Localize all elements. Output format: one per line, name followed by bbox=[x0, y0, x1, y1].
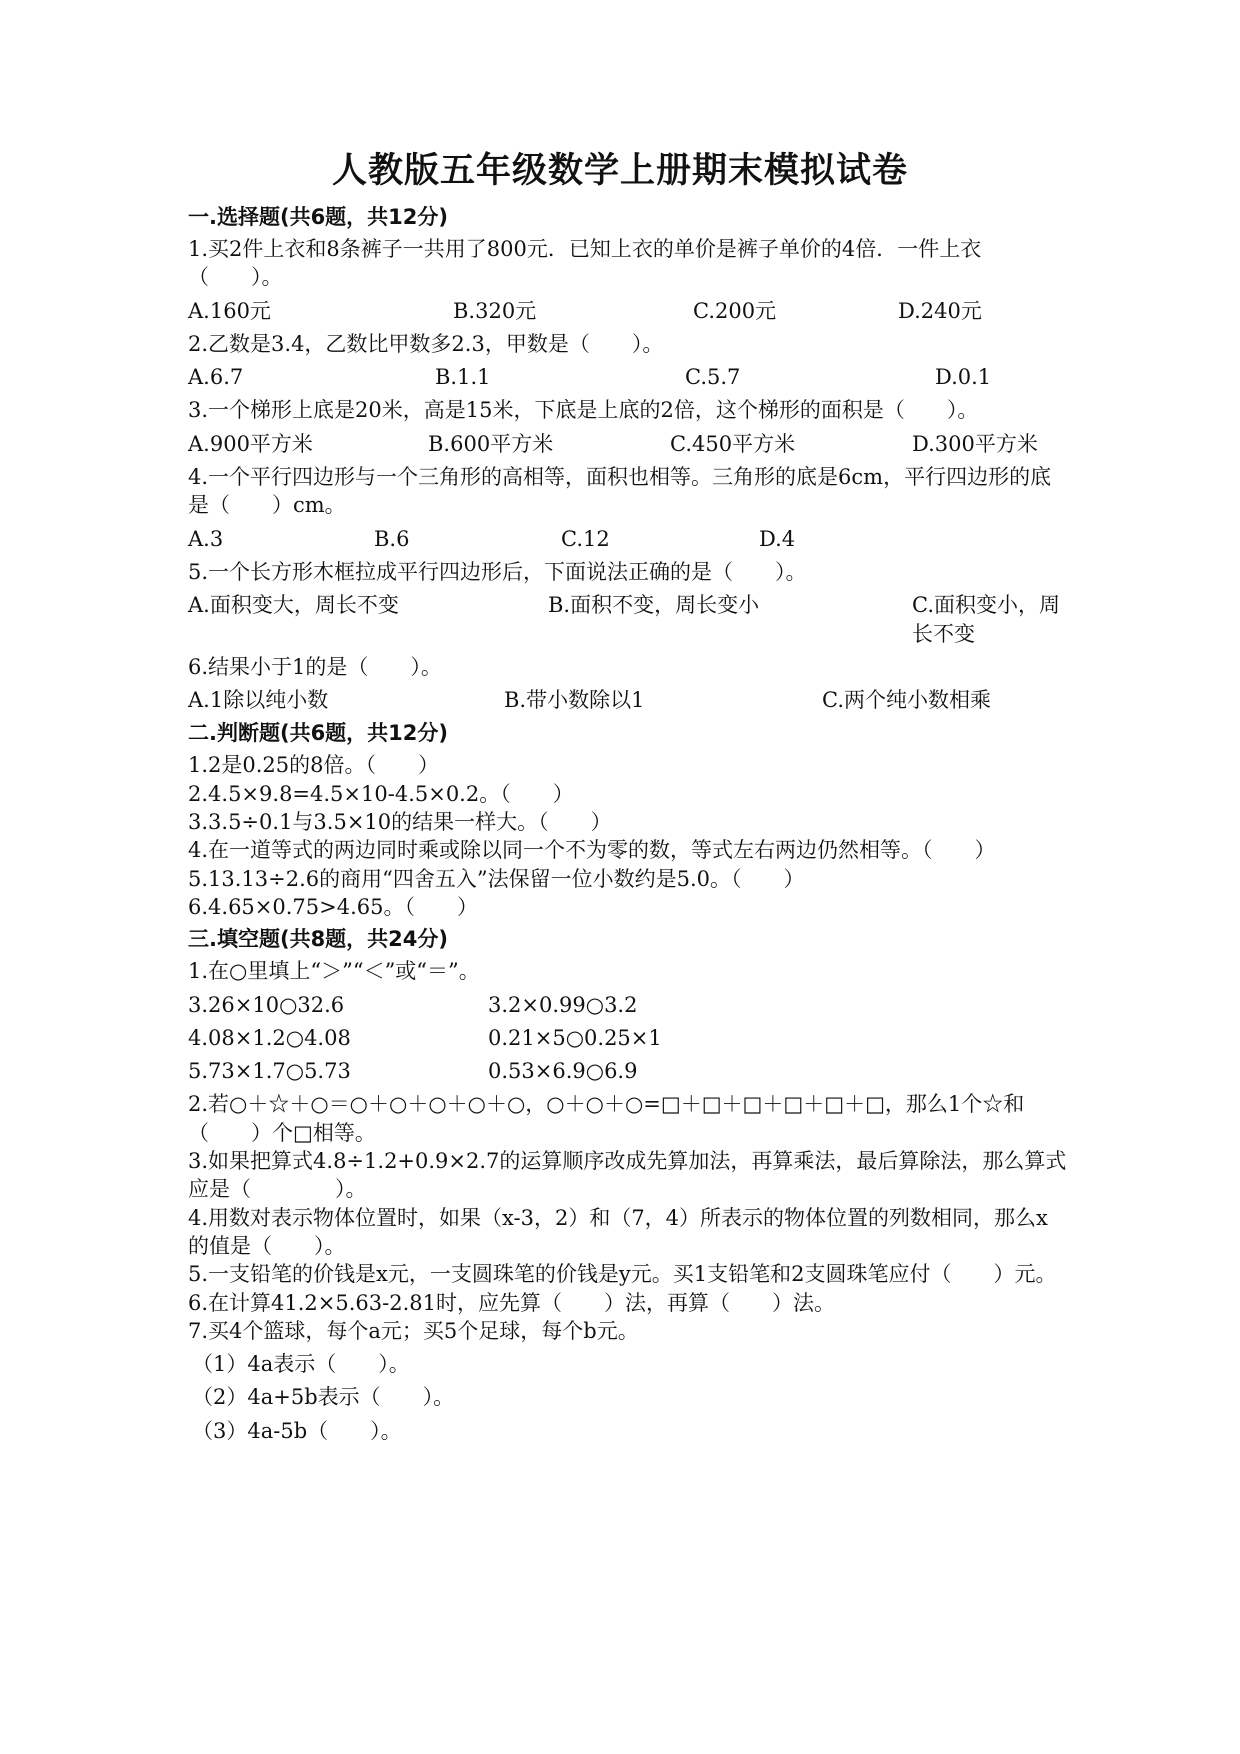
option-a[interactable]: A.3 bbox=[188, 526, 224, 551]
option-b[interactable]: B.带小数除以1 bbox=[504, 688, 645, 713]
option-c[interactable]: C.5.7 bbox=[685, 365, 741, 390]
judgement-item: 6.4.65×0.75>4.65。（ ） bbox=[188, 894, 479, 919]
option-b[interactable]: B.6 bbox=[374, 526, 410, 551]
exam-content bbox=[188, 199, 1068, 1450]
judgement-item: 5.13.13÷2.6的商用“四舍五入”法保留一位小数约是5.0。（ ） bbox=[188, 866, 805, 891]
question-text: 5.一个长方形木框拉成平行四边形后，下面说法正确的是（ ）。 bbox=[188, 559, 807, 584]
question-text: 6.结果小于1的是（ ）。 bbox=[188, 654, 442, 679]
fill-question: 6.在计算41.2×5.63-2.81时，应先算（ ）法，再算（ ）法。 bbox=[188, 1290, 835, 1315]
fill-subquestion: （2）4a+5b表示（ ）。 bbox=[192, 1385, 455, 1410]
question-block bbox=[188, 558, 1068, 648]
options-row bbox=[188, 430, 1068, 458]
compare-expression: 3.26×10○32.6 bbox=[188, 992, 345, 1017]
question-block bbox=[188, 653, 1068, 715]
section-heading-fill-in: 三.填空题(共8题，共24分) bbox=[188, 927, 449, 952]
question-block bbox=[188, 330, 1068, 392]
question-text: 3.一个梯形上底是20米，高是15米，下底是上底的2倍，这个梯形的面积是（ ）。 bbox=[188, 398, 979, 423]
compare-row bbox=[188, 991, 1068, 1019]
page-title: 人教版五年级数学上册期末模拟试卷 bbox=[331, 151, 908, 191]
compare-row bbox=[188, 1024, 1068, 1052]
compare-expression: 0.21×5○0.25×1 bbox=[488, 1025, 662, 1050]
option-d[interactable]: D.4 bbox=[759, 526, 796, 551]
question-block bbox=[188, 235, 1068, 325]
option-c[interactable]: C.面积变小，周长不变 bbox=[912, 593, 1060, 646]
question-text: 1.买2件上衣和8条裤子一共用了800元．已知上衣的单价是裤子单价的4倍．一件上衣（ ）。 bbox=[188, 237, 982, 290]
compare-expression: 5.73×1.7○5.73 bbox=[188, 1059, 351, 1084]
option-a[interactable]: A.6.7 bbox=[188, 365, 244, 390]
judgement-item: 2.4.5×9.8=4.5×10-4.5×0.2。（ ） bbox=[188, 781, 574, 806]
fill-question: 1.在○里填上“＞”“＜”或“＝”。 bbox=[188, 959, 480, 984]
option-a[interactable]: A.160元 bbox=[188, 298, 271, 323]
options-row bbox=[188, 363, 1068, 391]
section-heading-multiple-choice: 一.选择题(共6题，共12分) bbox=[188, 205, 449, 229]
judgement-item: 3.3.5÷0.1与3.5×10的结果一样大。（ ） bbox=[188, 810, 612, 835]
option-b[interactable]: B.面积不变，周长变小 bbox=[548, 593, 760, 618]
fill-subquestion: （3）4a-5b（ ）。 bbox=[192, 1418, 402, 1443]
fill-question: 4.用数对表示物体位置时，如果（x-3，2）和（7，4）所表示的物体位置的列数相同，那么x的值是（ ）。 bbox=[188, 1205, 1048, 1258]
compare-row bbox=[188, 1057, 1068, 1085]
compare-expression: 0.53×6.9○6.9 bbox=[488, 1059, 638, 1084]
option-c[interactable]: C.两个纯小数相乘 bbox=[822, 688, 991, 713]
option-d[interactable]: D.0.1 bbox=[935, 365, 992, 390]
question-text: 2.乙数是3.4，乙数比甲数多2.3，甲数是（ ）。 bbox=[188, 331, 664, 356]
options-row bbox=[188, 525, 1068, 553]
fill-question: 2.若○＋☆＋○＝○＋○＋○＋○＋○，○＋○＋○=□＋□＋□＋□＋□＋□，那么1个☆和（ ）个□相等。 bbox=[188, 1092, 1025, 1145]
option-b[interactable]: B.600平方米 bbox=[428, 431, 554, 456]
option-a[interactable]: A.面积变大，周长不变 bbox=[188, 593, 399, 618]
judgement-item: 1.2是0.25的8倍。（ ） bbox=[188, 753, 440, 778]
judgement-item: 4.在一道等式的两边同时乘或除以同一个不为零的数，等式左右两边仍然相等。（ ） bbox=[188, 838, 996, 863]
options-row bbox=[188, 297, 1068, 325]
option-a[interactable]: A.1除以纯小数 bbox=[188, 688, 329, 713]
options-row bbox=[188, 591, 1068, 648]
option-c[interactable]: C.12 bbox=[561, 526, 610, 551]
question-block bbox=[188, 463, 1068, 553]
fill-question: 5.一支铅笔的价钱是x元，一支圆珠笔的价钱是y元。买1支铅笔和2支圆珠笔应付（ ）元。 bbox=[188, 1262, 1057, 1287]
question-text: 4.一个平行四边形与一个三角形的高相等，面积也相等。三角形的底是6cm，平行四边形的底是（ ）cm。 bbox=[188, 465, 1052, 518]
compare-expression: 3.2×0.99○3.2 bbox=[488, 992, 638, 1017]
fill-subquestion: （1）4a表示（ ）。 bbox=[192, 1352, 410, 1377]
option-b[interactable]: B.320元 bbox=[453, 298, 537, 323]
option-d[interactable]: D.300平方米 bbox=[912, 431, 1038, 456]
fill-question: 7.买4个篮球，每个a元；买5个足球，每个b元。 bbox=[188, 1318, 639, 1343]
option-a[interactable]: A.900平方米 bbox=[188, 431, 313, 456]
option-d[interactable]: D.240元 bbox=[898, 298, 982, 323]
option-c[interactable]: C.200元 bbox=[693, 298, 777, 323]
options-row bbox=[188, 686, 1068, 714]
fill-question: 3.如果把算式4.8÷1.2+0.9×2.7的运算顺序改成先算加法，再算乘法，最后算除法，那么算式应是（ ）。 bbox=[188, 1149, 1067, 1202]
option-b[interactable]: B.1.1 bbox=[435, 365, 491, 390]
compare-expression: 4.08×1.2○4.08 bbox=[188, 1025, 351, 1050]
question-block bbox=[188, 396, 1068, 458]
section-heading-true-false: 二.判断题(共6题，共12分) bbox=[188, 721, 449, 746]
option-c[interactable]: C.450平方米 bbox=[670, 431, 796, 456]
